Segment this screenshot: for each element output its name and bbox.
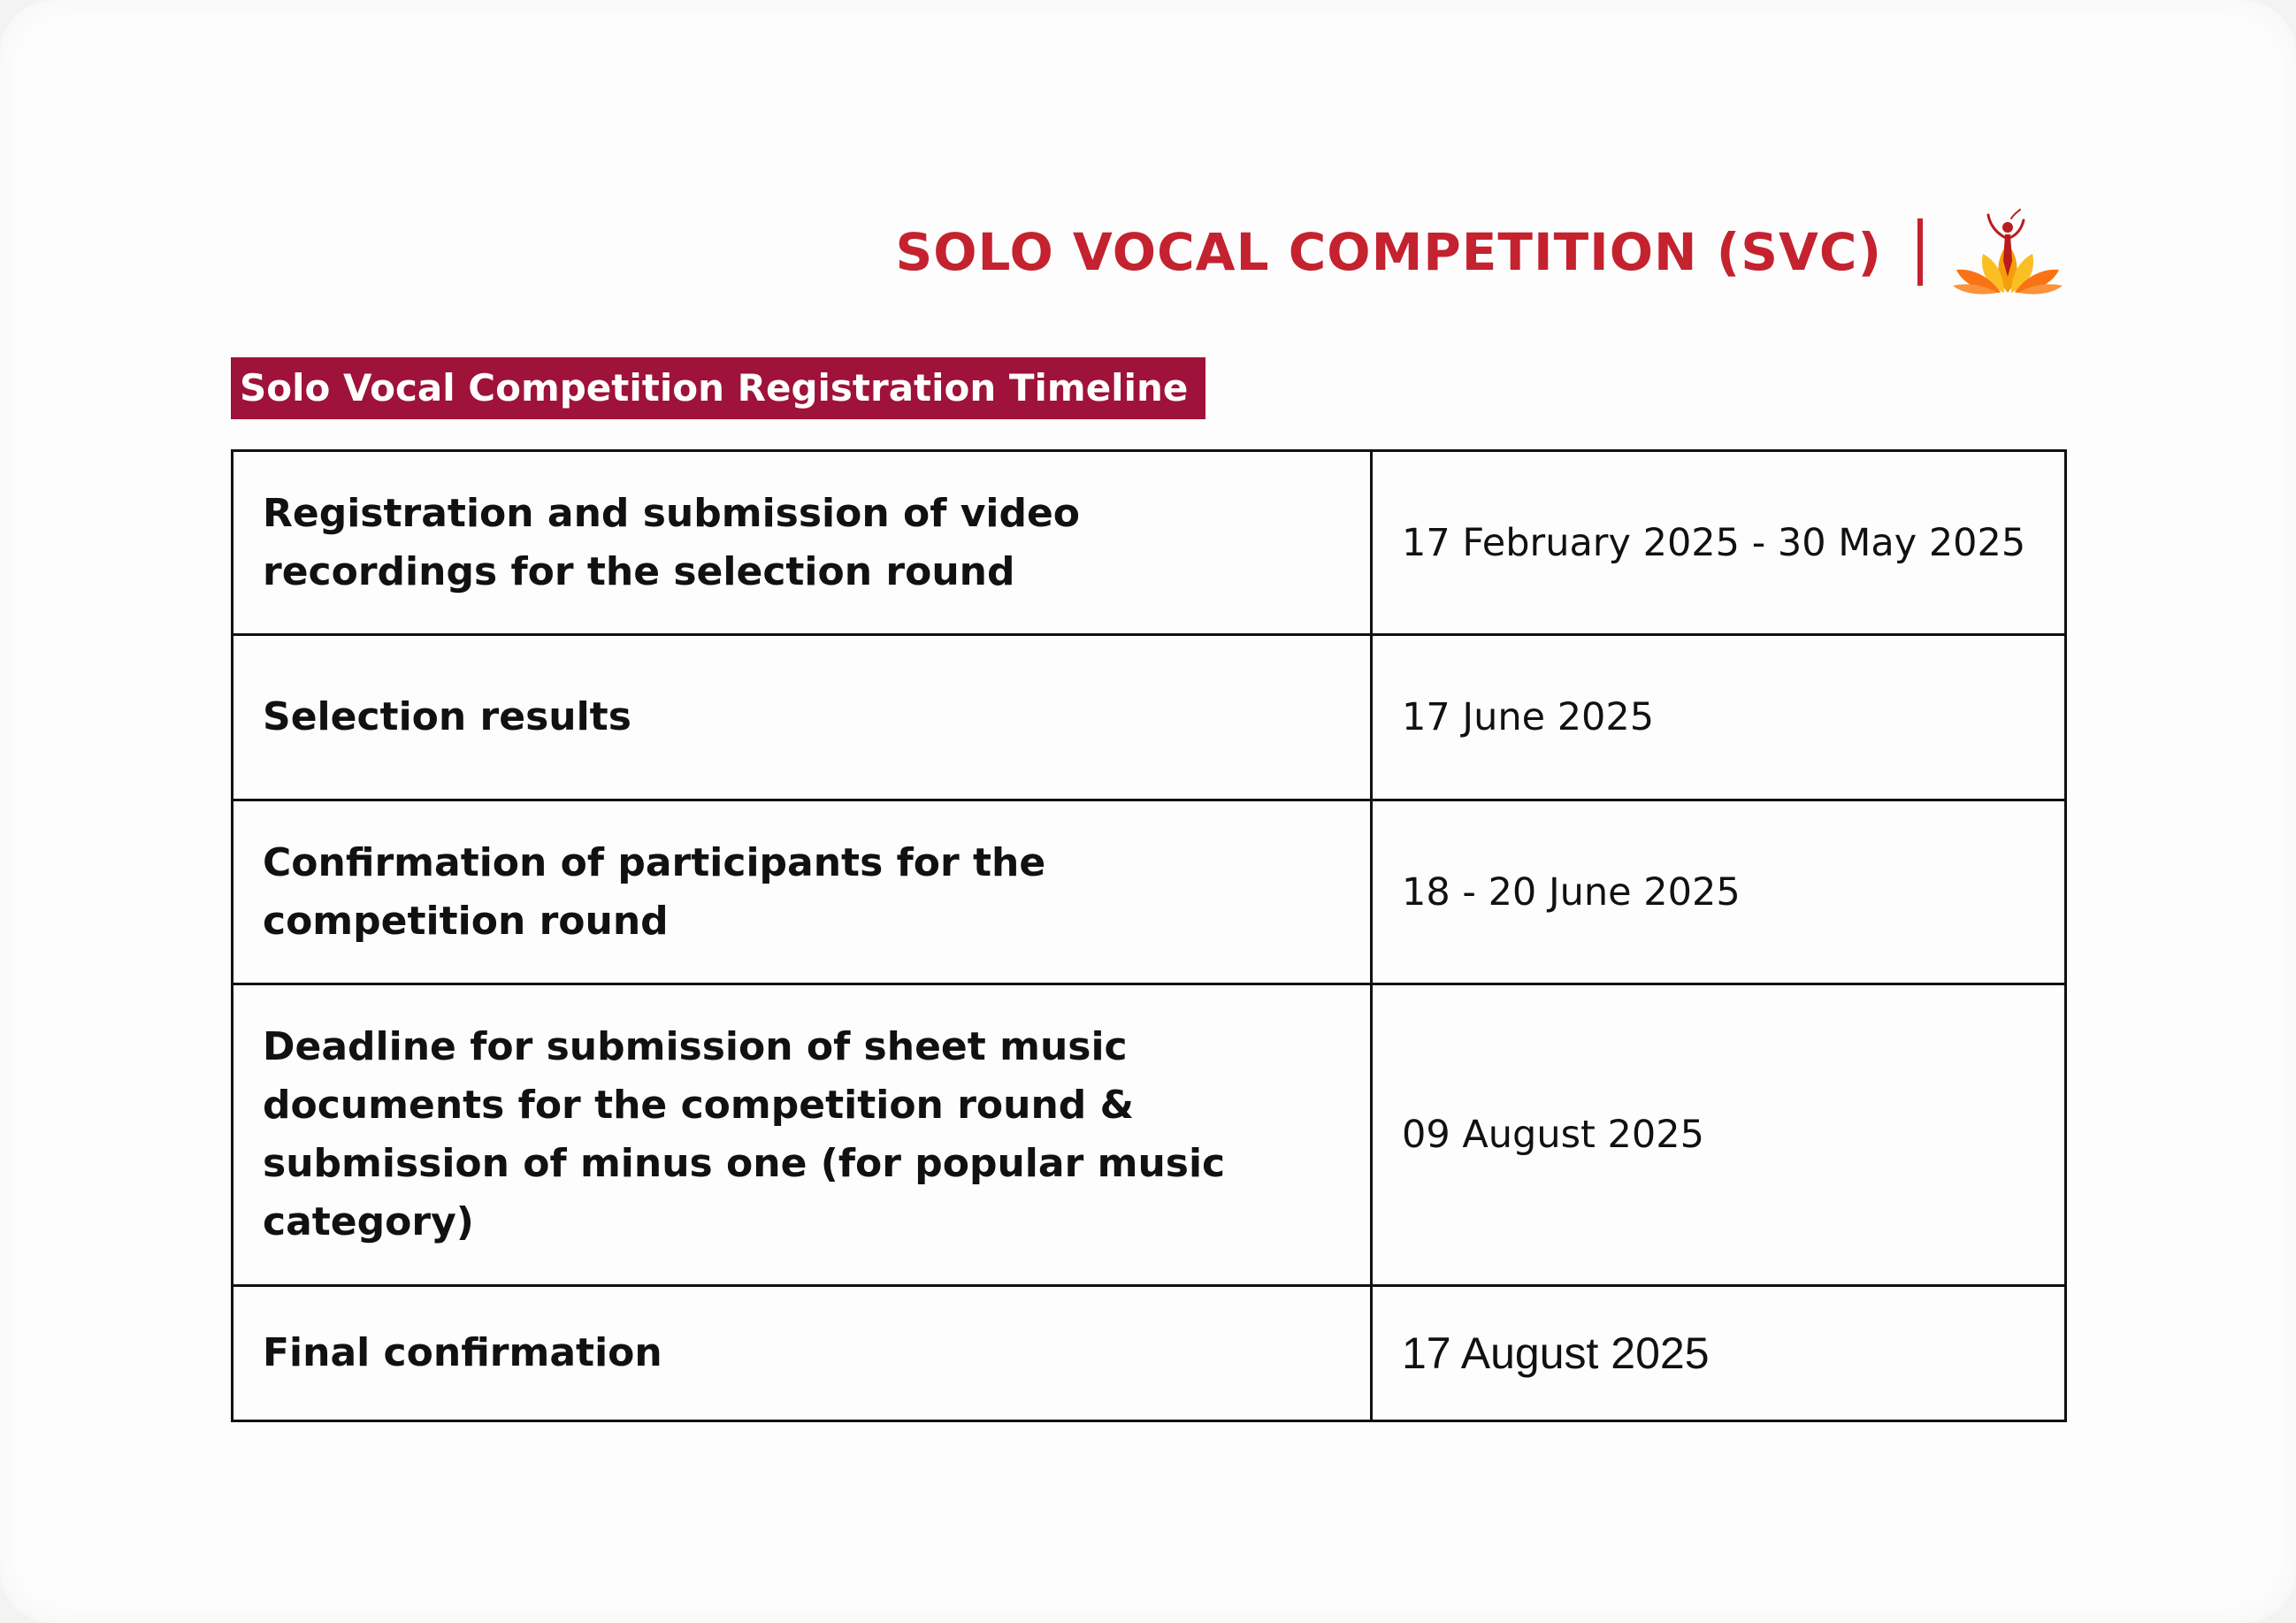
table-row <box>233 984 2066 1286</box>
timeline-date: 17 June 2025 <box>1372 635 2066 800</box>
header-divider <box>1917 218 1923 286</box>
timeline-event: Confirmation of participants for the competition round <box>233 800 1372 984</box>
table-row <box>233 451 2066 635</box>
timeline-table <box>231 449 2067 1422</box>
lotus-singer-logo-icon <box>1949 208 2066 296</box>
table-row <box>233 800 2066 984</box>
timeline-event: Final confirmation <box>233 1286 1372 1421</box>
page-header <box>895 203 2066 301</box>
table-row <box>233 635 2066 800</box>
page-title: SOLO VOCAL COMPETITION (SVC) <box>895 222 1882 282</box>
timeline-date: 17 August 2025 <box>1372 1286 2066 1421</box>
section-label: Solo Vocal Competition Registration Timeline <box>231 357 1205 419</box>
timeline-event: Selection results <box>233 635 1372 800</box>
timeline-event: Registration and submission of video recordings for the selection round <box>233 451 1372 635</box>
timeline-date: 18 - 20 June 2025 <box>1372 800 2066 984</box>
timeline-event: Deadline for submission of sheet music documents for the competition round & submission of minus one (for popular music category) <box>233 984 1372 1286</box>
timeline-date: 17 February 2025 - 30 May 2025 <box>1372 451 2066 635</box>
timeline-date: 09 August 2025 <box>1372 984 2066 1286</box>
table-row <box>233 1286 2066 1421</box>
